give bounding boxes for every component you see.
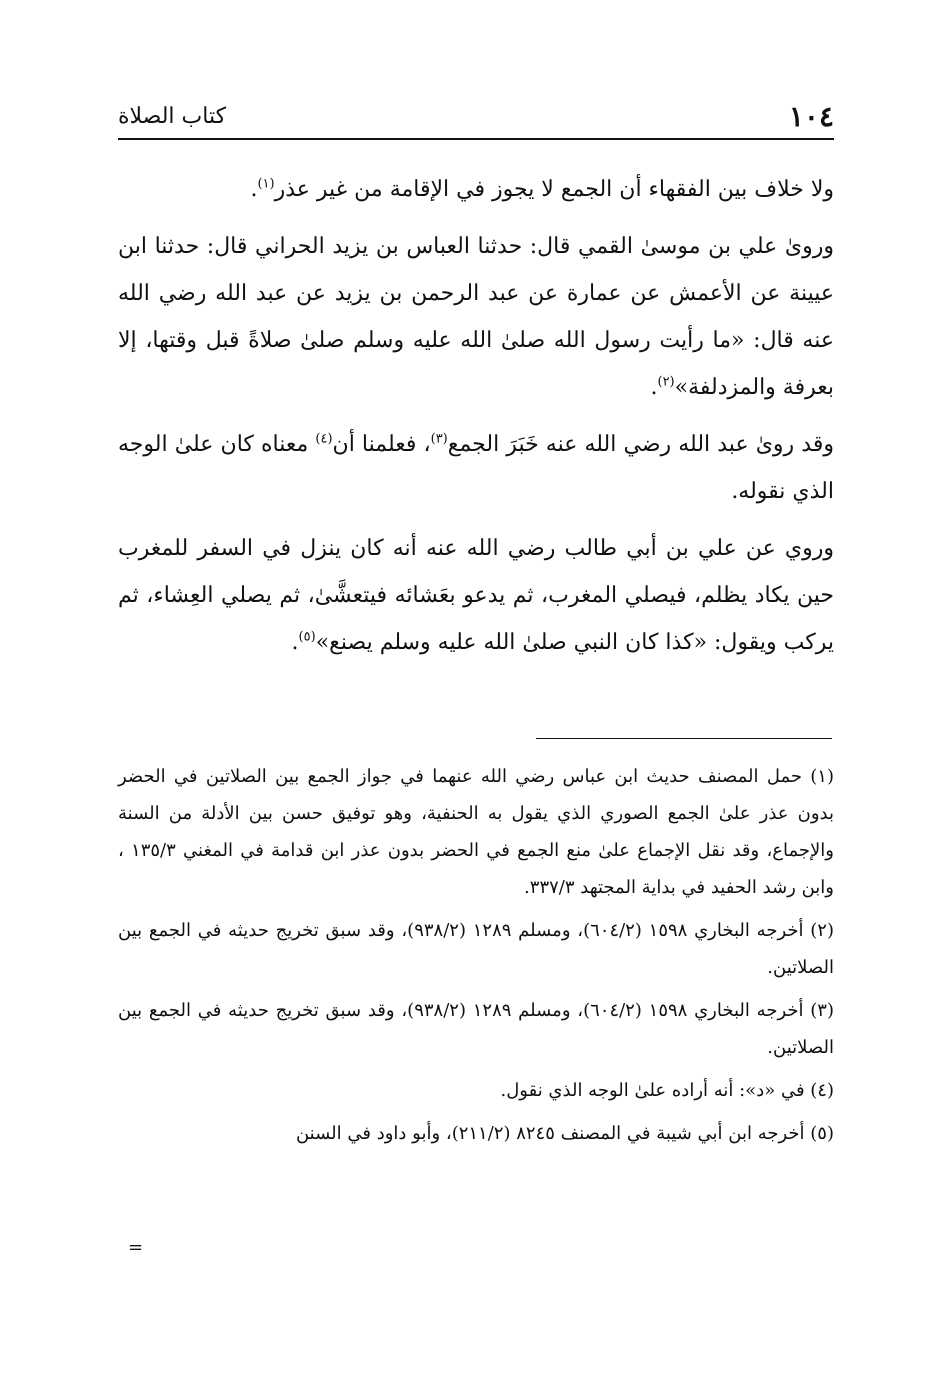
footnote-4: (٤) في «د»: أنه أراده علىٰ الوجه الذي نقول. — [500, 1080, 834, 1101]
page-header — [118, 94, 834, 140]
main-text — [118, 166, 834, 676]
page-number: ١٠٤ — [788, 100, 834, 133]
footnote-5: (٥) أخرجه ابن أبي شيبة في المصنف ٨٢٤٥ (٢١١/٢)، وأبو داود في السنن — [295, 1123, 834, 1144]
footnote-separator — [536, 738, 832, 739]
footnote-ref-5[interactable]: (٥) — [298, 629, 316, 645]
footnote-ref-1[interactable]: (١) — [257, 176, 275, 192]
footnotes — [118, 758, 834, 1158]
paragraph-2: وروىٰ علي بن موسىٰ القمي قال: حدثنا العباس بن يزيد الحراني قال: حدثنا ابن عيينة عن الأعمش عن عمارة عن عبد الرحمن بن يزيد عن عبد الله رضي الله عنه قال: «ما رأيت رسول الله صلىٰ الله عليه وسلم صلىٰ صلاةً قبل وقتها، إلا بعرفة والمزدلفة»$^{(٢)}$. — [118, 234, 834, 400]
paragraph-4: وروي عن علي بن أبي طالب رضي الله عنه أنه كان ينزل في السفر للمغرب حين يكاد يظلم، فيصلي المغرب، ثم يدعو بعَشائه فيتعشَّىٰ، ثم يصلي العِشاء، ثم يركب ويقول: «كذا كان النبي صلىٰ الله عليه وسلم يصنع»$^{(٥)}$. — [118, 536, 834, 655]
running-title: كتاب الصلاة — [118, 104, 227, 129]
footnote-3: (٣) أخرجه البخاري ١٥٩٨ (٦٠٤/٢)، ومسلم ١٢٨٩ (٩٣٨/٢)، وقد سبق تخريج حديثه في الجمع بين الصلاتين. — [118, 1000, 834, 1058]
paragraph-3: وقد روىٰ عبد الله رضي الله عنه خَبَرَ الجمع$^{(٣)}$، فعلمنا أن$^{(٤)}$ معناه كان علىٰ الوجه الذي نقوله. — [118, 431, 834, 504]
footnote-ref-4[interactable]: (٤) — [315, 431, 333, 447]
footnote-1: (١) حمل المصنف حديث ابن عباس رضي الله عنهما في جواز الجمع بين الصلاتين في الحضر بدون عذر علىٰ الجمع الصوري الذي يقول به الحنفية، وهو توفيق حسن بين الأدلة من السنة والإجماع، وقد نقل الإجماع علىٰ منع الجمع في الحضر بدون عذر ابن قدامة في المغني ١٣٥/٣ ، وابن رشد الحفيد في بداية المجتهد ٣٣٧/٣. — [118, 766, 834, 898]
paragraph-1: ولا خلاف بين الفقهاء أن الجمع لا يجوز في الإقامة من غير عذر$^{(١)}$. — [250, 176, 834, 202]
footnote-ref-3[interactable]: (٣) — [430, 431, 448, 447]
continuation-mark: = — [128, 1237, 144, 1258]
footnote-2: (٢) أخرجه البخاري ١٥٩٨ (٦٠٤/٢)، ومسلم ١٢٨٩ (٩٣٨/٢)، وقد سبق تخريج حديثه في الجمع بين الصلاتين. — [118, 920, 834, 978]
footnote-ref-2[interactable]: (٢) — [657, 374, 675, 390]
